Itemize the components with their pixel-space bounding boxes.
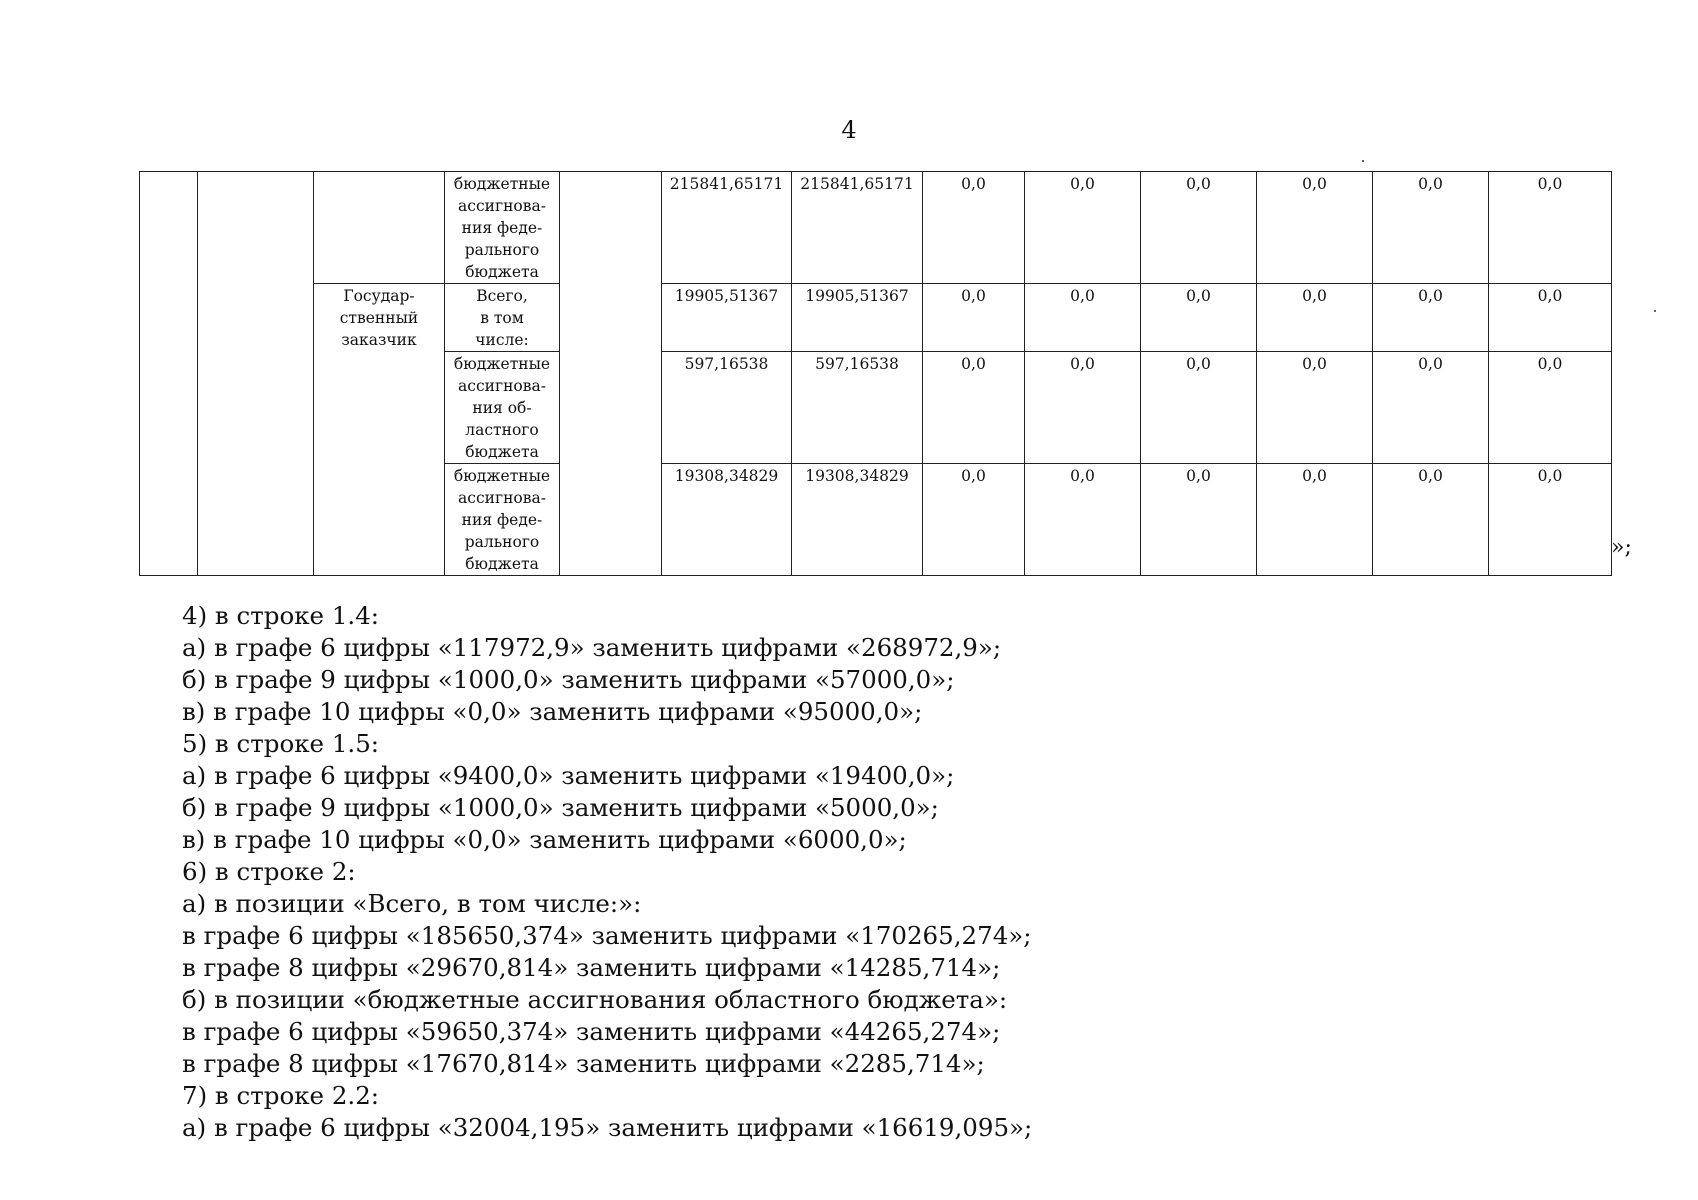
closing-quote: »; — [1611, 535, 1632, 560]
table-cell: 19905,51367 — [662, 284, 792, 352]
table-cell-empty — [314, 172, 445, 284]
table-cell: 215841,65171 — [662, 172, 792, 284]
amendment-line: б) в позиции «бюджетные ассигнования областного бюджета»: — [182, 985, 1008, 1014]
table-row — [140, 172, 1612, 284]
table-cell: 597,16538 — [662, 352, 792, 464]
amendment-line: а) в графе 6 цифры «32004,195» заменить цифрами «16619,095»; — [182, 1113, 1033, 1142]
amendment-line: в графе 8 цифры «17670,814» заменить цифрами «2285,714»; — [182, 1049, 985, 1078]
amendment-line: а) в графе 6 цифры «117972,9» заменить цифрами «268972,9»; — [182, 633, 1002, 662]
table-cell: 0,0 — [1257, 352, 1373, 464]
row-label: бюджетные ассигнова- ния феде- рального бюджета — [445, 172, 560, 284]
amendment-line: в) в графе 10 цифры «0,0» заменить цифрами «6000,0»; — [182, 825, 907, 854]
table-cell: 0,0 — [1373, 352, 1489, 464]
amendment-line: 5) в строке 1.5: — [182, 729, 380, 758]
amendment-line: а) в позиции «Всего, в том числе:»: — [182, 889, 642, 918]
table-cell: 0,0 — [1489, 172, 1612, 284]
table-cell: 0,0 — [1373, 172, 1489, 284]
table-cell: 0,0 — [1257, 172, 1373, 284]
table-row — [140, 284, 1612, 352]
table-cell-empty — [140, 172, 198, 576]
row-label: Всего, в том числе: — [445, 284, 560, 352]
amendment-line: 7) в строке 2.2: — [182, 1081, 380, 1110]
page-number: 4 — [841, 116, 857, 144]
table-cell: 0,0 — [923, 172, 1025, 284]
table-cell: 0,0 — [1489, 464, 1612, 576]
table-cell: 0,0 — [1025, 352, 1141, 464]
table-cell: 0,0 — [1489, 284, 1612, 352]
amendment-line: 4) в строке 1.4: — [182, 601, 380, 630]
table-cell-empty — [560, 172, 662, 576]
customer-label: Государ- ственный заказчик — [314, 284, 445, 576]
row-label: бюджетные ассигнова- ния феде- рального бюджета — [445, 464, 560, 576]
table-cell: 19308,34829 — [792, 464, 923, 576]
table-cell: 0,0 — [1373, 284, 1489, 352]
scan-speck — [1362, 160, 1364, 162]
scan-speck — [1654, 310, 1656, 312]
funding-table — [139, 171, 1612, 576]
amendment-line: в графе 6 цифры «185650,374» заменить цифрами «170265,274»; — [182, 921, 1032, 950]
table-cell: 0,0 — [1257, 284, 1373, 352]
table-cell: 0,0 — [1141, 284, 1257, 352]
amendment-line: б) в графе 9 цифры «1000,0» заменить цифрами «57000,0»; — [182, 665, 955, 694]
table-cell: 215841,65171 — [792, 172, 923, 284]
table-cell: 0,0 — [1141, 464, 1257, 576]
table-cell: 0,0 — [923, 464, 1025, 576]
table-cell: 19905,51367 — [792, 284, 923, 352]
table-cell: 19308,34829 — [662, 464, 792, 576]
table-cell: 0,0 — [1025, 172, 1141, 284]
table-cell: 0,0 — [1489, 352, 1612, 464]
table-cell: 597,16538 — [792, 352, 923, 464]
amendment-line: а) в графе 6 цифры «9400,0» заменить цифрами «19400,0»; — [182, 761, 955, 790]
table-cell: 0,0 — [1025, 284, 1141, 352]
table-cell: 0,0 — [923, 352, 1025, 464]
table-cell: 0,0 — [923, 284, 1025, 352]
row-label: бюджетные ассигнова- ния об- ластного бюджета — [445, 352, 560, 464]
table-cell-empty — [198, 172, 314, 576]
amendments-list — [182, 600, 1482, 1144]
table-cell: 0,0 — [1257, 464, 1373, 576]
table-cell: 0,0 — [1141, 172, 1257, 284]
amendment-line: 6) в строке 2: — [182, 857, 356, 886]
table-cell: 0,0 — [1141, 352, 1257, 464]
table-cell: 0,0 — [1373, 464, 1489, 576]
table-cell: 0,0 — [1025, 464, 1141, 576]
amendment-line: в графе 6 цифры «59650,374» заменить цифрами «44265,274»; — [182, 1017, 1001, 1046]
amendment-line: в) в графе 10 цифры «0,0» заменить цифрами «95000,0»; — [182, 697, 923, 726]
amendment-line: б) в графе 9 цифры «1000,0» заменить цифрами «5000,0»; — [182, 793, 939, 822]
amendment-line: в графе 8 цифры «29670,814» заменить цифрами «14285,714»; — [182, 953, 1001, 982]
